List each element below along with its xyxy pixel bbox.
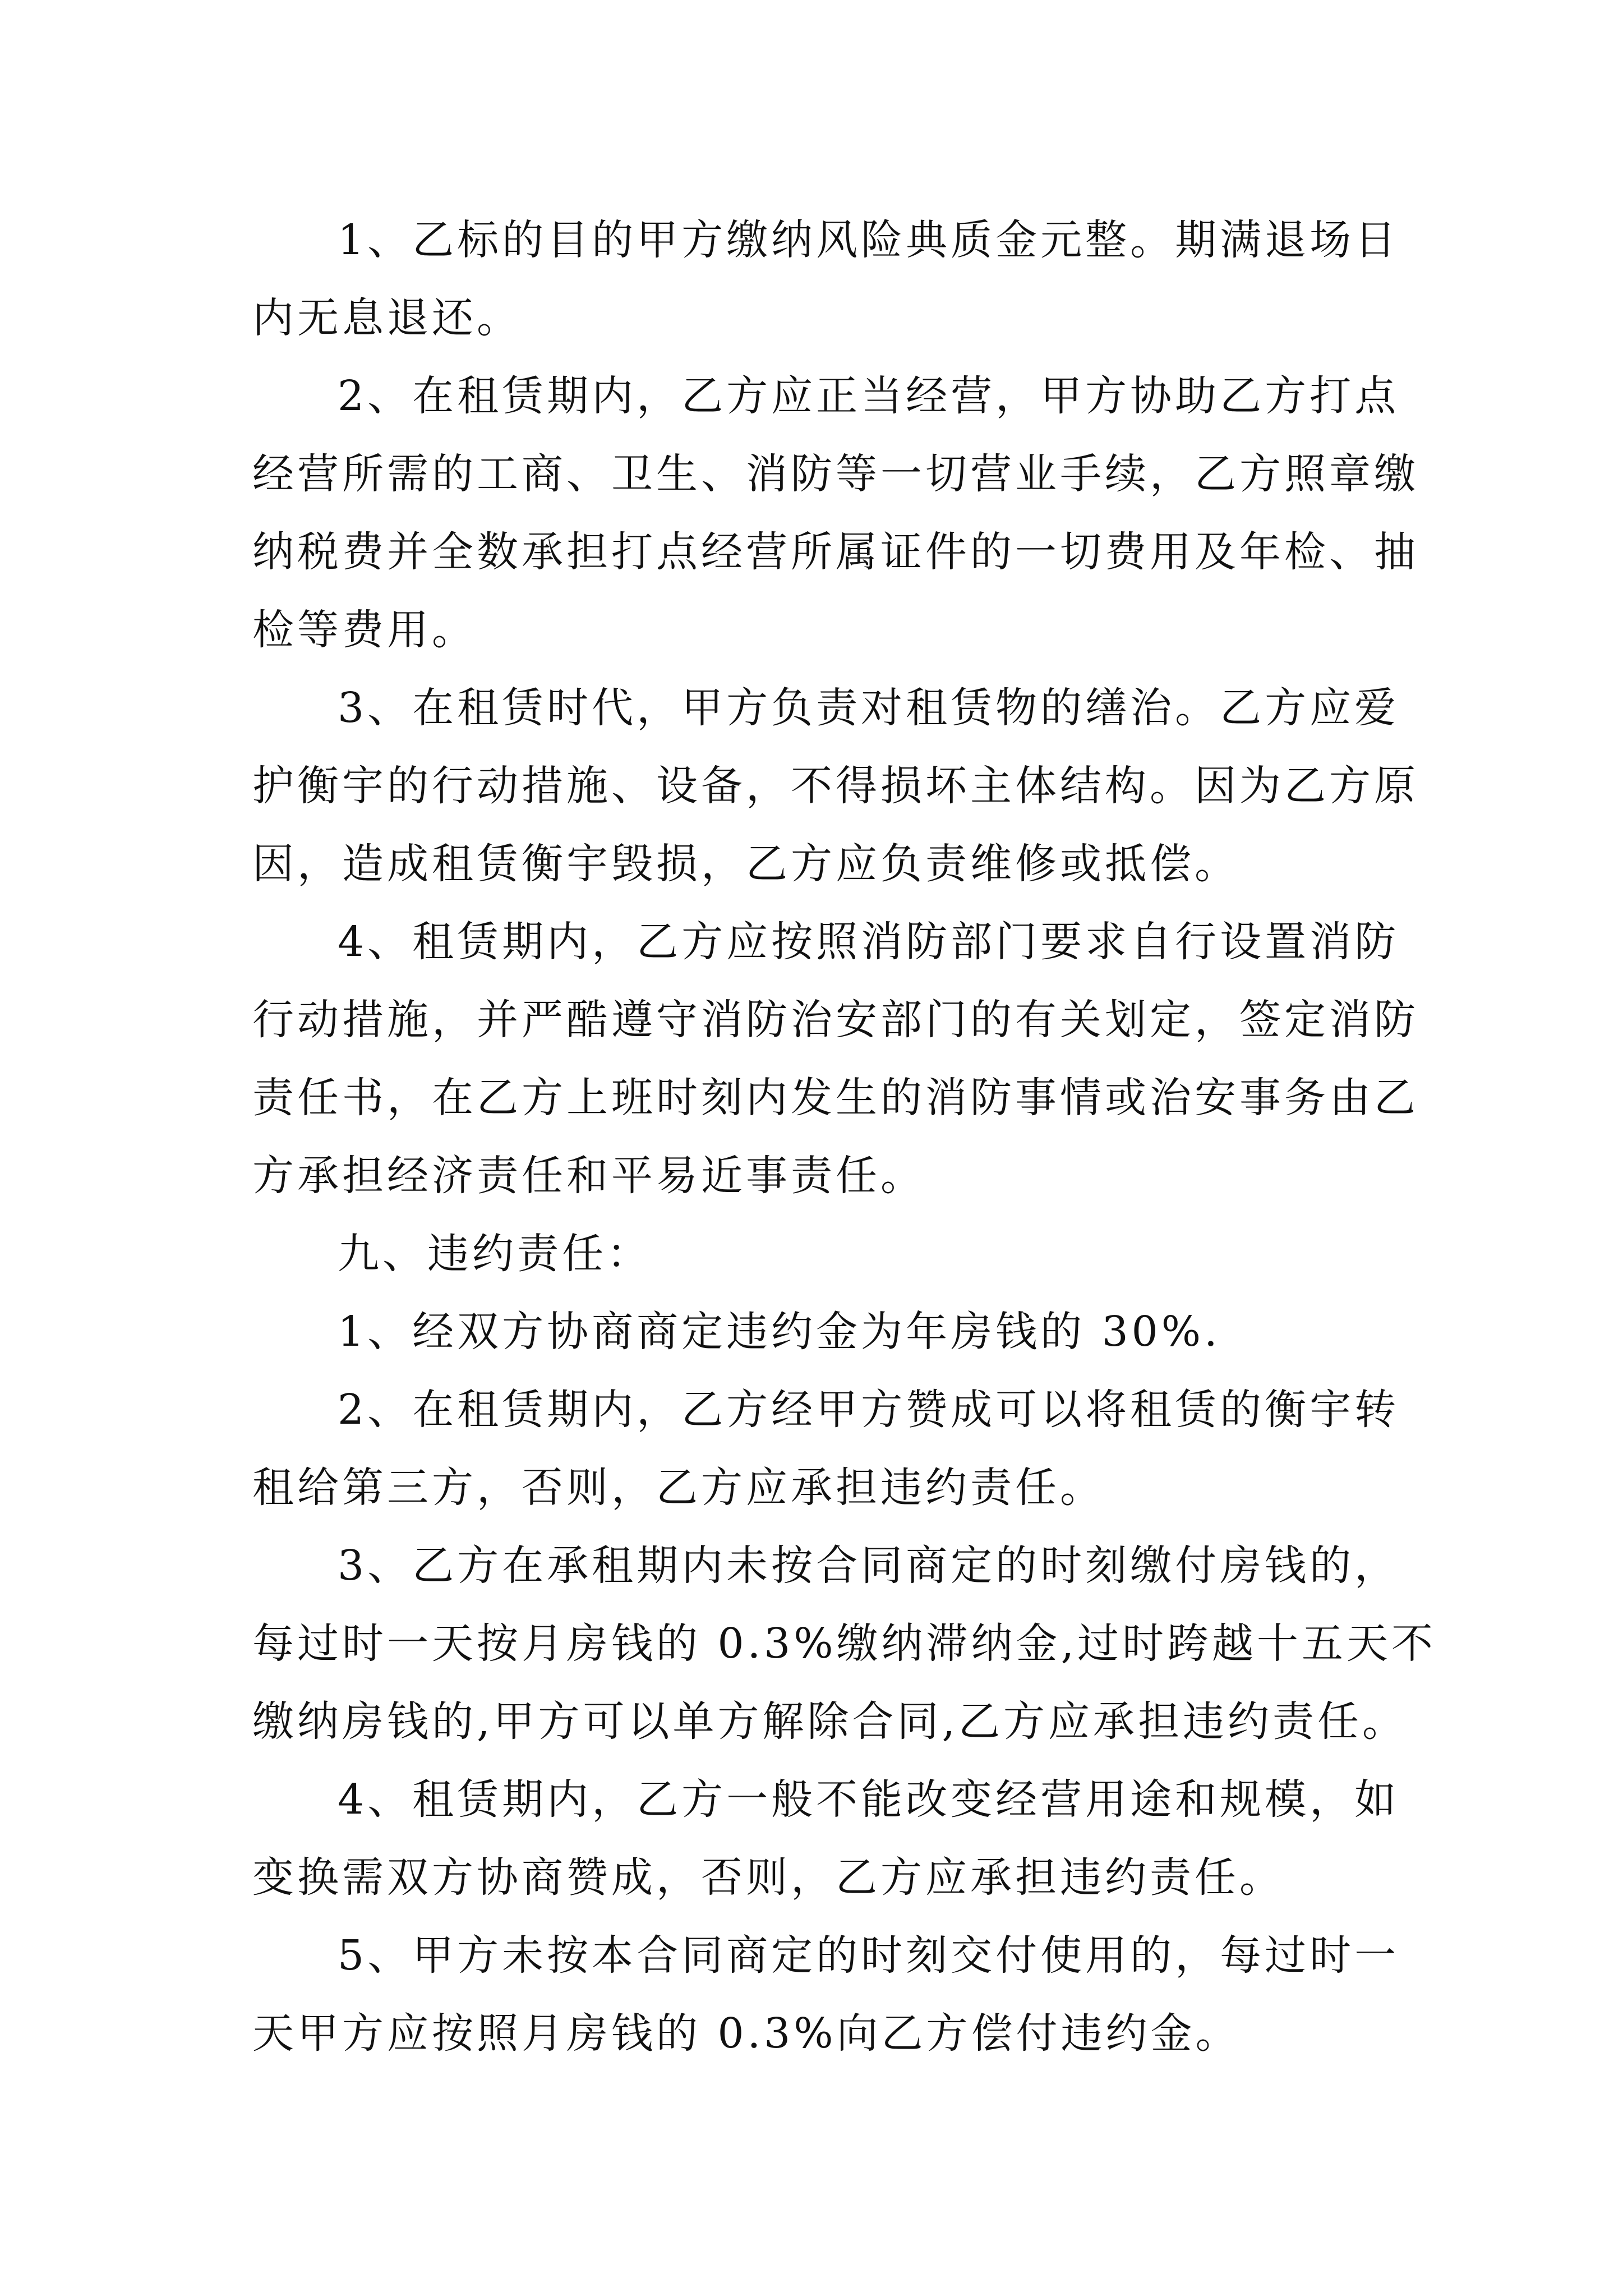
- section-heading: 九、违约责任：: [338, 1230, 652, 1278]
- paragraph-line: 3、乙方在承租期内未按合同商定的时刻缴付房钱的，: [338, 1542, 1400, 1590]
- paragraph-line: 天甲方应按照月房钱的 0.3%向乙方偿付违约金。: [252, 2009, 1241, 2058]
- paragraph-line: 每过时一天按月房钱的 0.3%缴纳滞纳金,过时跨越十五天不: [252, 1619, 1437, 1668]
- paragraph-line: 3、在租赁时代，甲方负责对租赁物的缮治。乙方应爱: [338, 684, 1400, 732]
- paragraph-line: 护衡宇的行动措施、设备，不得损坏主体结构。因为乙方原: [252, 762, 1419, 810]
- paragraph-line: 4、租赁期内，乙方一般不能改变经营用途和规模，如: [338, 1775, 1400, 1824]
- paragraph-line: 检等费用。: [252, 606, 477, 654]
- paragraph-line: 变换需双方协商赞成，否则，乙方应承担违约责任。: [252, 1853, 1284, 1902]
- paragraph-line: 1、乙标的目的甲方缴纳风险典质金元整。期满退场日: [338, 216, 1400, 264]
- paragraph-line: 缴纳房钱的,甲方可以单方解除合同,乙方应承担违约责任。: [252, 1697, 1408, 1746]
- paragraph-line: 2、在租赁期内，乙方应正当经营，甲方协助乙方打点: [338, 372, 1400, 420]
- paragraph-line: 责任书，在乙方上班时刻内发生的消防事情或治安事务由乙: [252, 1074, 1419, 1122]
- paragraph-line: 4、租赁期内，乙方应按照消防部门要求自行设置消防: [338, 918, 1400, 966]
- paragraph-line: 2、在租赁期内，乙方经甲方赞成可以将租赁的衡宇转: [338, 1386, 1400, 1434]
- paragraph-line: 因，造成租赁衡宇毁损，乙方应负责维修或抵偿。: [252, 840, 1239, 888]
- paragraph-line: 内无息退还。: [252, 294, 522, 342]
- paragraph-line: 经营所需的工商、卫生、消防等一切营业手续，乙方照章缴: [252, 450, 1419, 498]
- paragraph-line: 纳税费并全数承担打点经营所属证件的一切费用及年检、抽: [252, 528, 1419, 576]
- paragraph-line: 5、甲方未按本合同商定的时刻交付使用的，每过时一: [338, 1931, 1400, 1980]
- paragraph-line: 租给第三方，否则，乙方应承担违约责任。: [252, 1464, 1105, 1512]
- paragraph-line: 行动措施，并严酷遵守消防治安部门的有关划定，签定消防: [252, 996, 1419, 1044]
- paragraph-line: 1、经双方协商商定违约金为年房钱的 30%.: [338, 1308, 1221, 1356]
- paragraph-line: 方承担经济责任和平易近事责任。: [252, 1152, 925, 1200]
